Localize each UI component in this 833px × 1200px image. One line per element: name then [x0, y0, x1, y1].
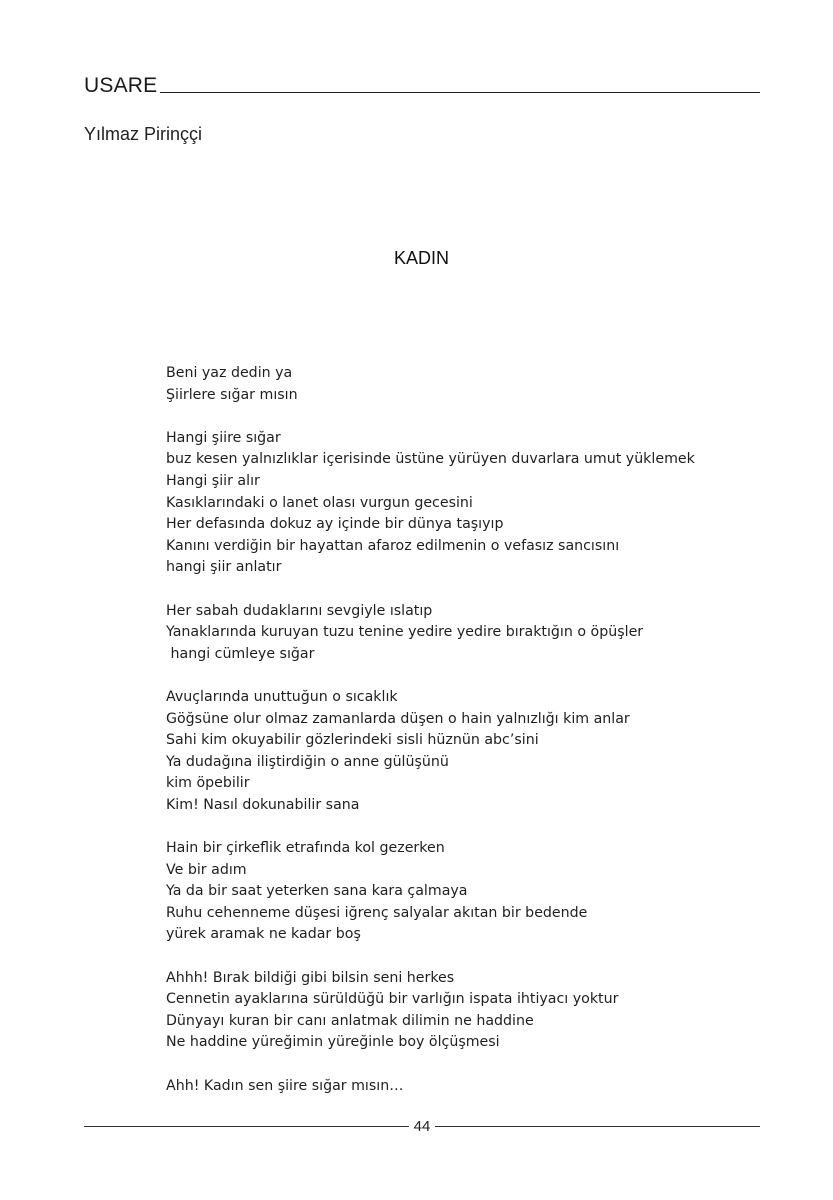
poem-line: hangi şiir anlatır [166, 559, 282, 576]
poem-title: KADIN [393, 248, 449, 268]
page-number: 44 [413, 1117, 431, 1135]
poem-line: Ruhu cehenneme düşesi iğrenç salyalar akıtan bir bedende [166, 904, 588, 921]
poem-line: Her sabah dudaklarını sevgiyle ıslatıp [166, 602, 433, 619]
poem-line: Dünyayı kuran bir canı anlatmak dilimin ne haddine [166, 1012, 534, 1029]
poem-stanza [166, 687, 806, 817]
poem-line: Hain bir çirkeflik etrafında kol gezerken [166, 840, 445, 857]
poem-line: buz kesen yalnızlıklar içerisinde üstüne yürüyen duvarlara umut yüklemek [166, 451, 695, 468]
poem-stanza [166, 968, 806, 1054]
poem-line: Sahi kim okuyabilir gözlerindeki sisli hüznün abc’sini [166, 732, 539, 749]
poem-line: Ya dudağına iliştirdiğin o anne gülüşünü [166, 753, 449, 770]
poem-line: yürek aramak ne kadar boş [166, 926, 361, 943]
header-rule [160, 92, 760, 93]
poem-line: Beni yaz dedin ya [166, 365, 293, 381]
author-name: Yılmaz Pirinççi [84, 124, 203, 144]
poem-line: hangi cümleye sığar [166, 645, 315, 662]
poem-line: Avuçlarında unuttuğun o sıcaklık [166, 688, 398, 705]
poem-stanza [166, 1076, 806, 1098]
poem-line: Ya da bir saat yeterken sana kara çalmaya [166, 883, 468, 900]
running-header [84, 72, 760, 96]
poem-stanza [166, 838, 806, 946]
poem-stanza [166, 363, 806, 406]
poem-line: Cennetin ayaklarına sürüldüğü bir varlığın ispata ihtiyacı yoktur [166, 991, 619, 1008]
poem-stanza [166, 601, 806, 666]
poem-line: Ne haddine yüreğimin yüreğinle boy ölçüşmesi [166, 1034, 500, 1051]
poem-line: Göğsüne olur olmaz zamanlarda düşen o hain yalnızlığı kim anlar [166, 710, 630, 727]
poem-line: Ahh! Kadın sen şiire sığar mısın… [166, 1077, 404, 1094]
poem-line: Hangi şiir alır [166, 472, 260, 489]
poem-line: Ve bir adım [166, 861, 247, 878]
page-footer [84, 1116, 760, 1136]
poem-line: Yanaklarında kuruyan tuzu tenine yedire yedire bıraktığın o öpüşler [166, 624, 644, 641]
poem-line: kim öpebilir [166, 775, 250, 792]
poem-body [166, 363, 806, 1119]
poem-line: Ahhh! Bırak bildiği gibi bilsin seni herkes [166, 969, 455, 986]
footer-rule-left [84, 1126, 409, 1127]
footer-rule-right [435, 1126, 760, 1127]
poem-line: Kasıklarındaki o lanet olası vurgun gecesini [166, 494, 473, 511]
poem-line: Şiirlere sığar mısın [166, 386, 298, 403]
poem-line: Hangi şiire sığar [166, 429, 281, 446]
poem-stanza [166, 428, 806, 579]
poem-line: Kanını verdiğin bir hayattan afaroz edilmenin o vefasız sancısını [166, 537, 620, 554]
journal-title: USARE [84, 74, 158, 97]
poem-line: Her defasında dokuz ay içinde bir dünya taşıyıp [166, 516, 504, 533]
poem-line: Kim! Nasıl dokunabilir sana [166, 796, 360, 813]
